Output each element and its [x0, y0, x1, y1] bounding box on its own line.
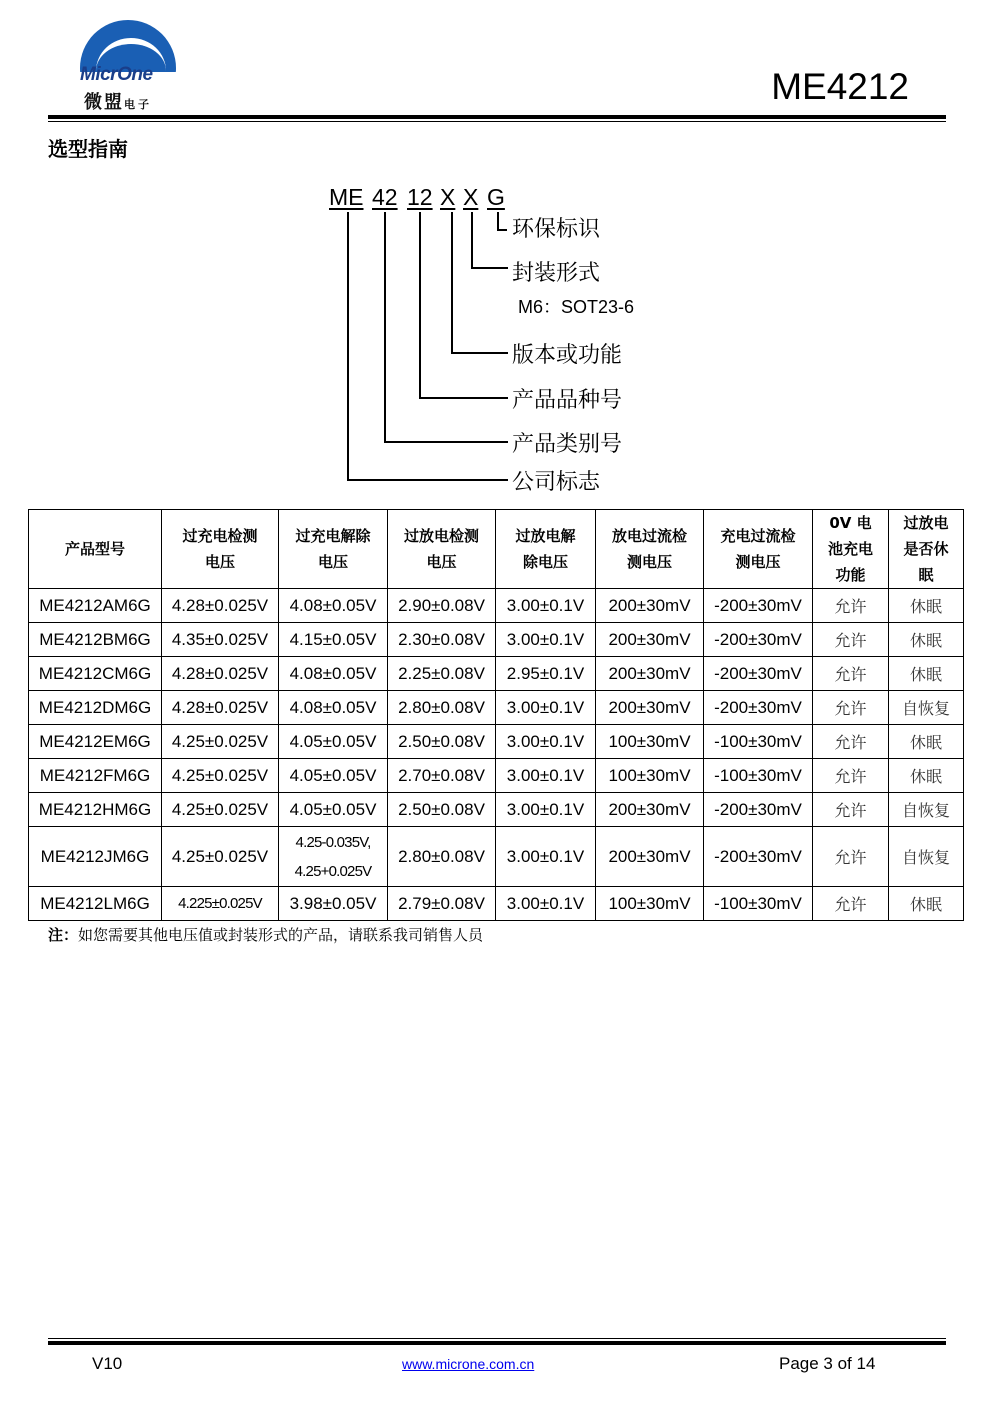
- footer-rule: [48, 1341, 946, 1345]
- label-variant: 产品品种号: [512, 388, 623, 413]
- table-cell: 4.08±0.05V: [279, 691, 388, 725]
- table-row: [29, 589, 964, 623]
- table-cell: 3.00±0.1V: [496, 887, 596, 921]
- part-number-diagram: [300, 180, 720, 500]
- footnote: 注：如您需要其他电压值或封装形式的产品，请联系我司销售人员: [48, 926, 484, 944]
- table-header-row: [29, 510, 964, 589]
- table-cell: 休眠: [889, 589, 964, 623]
- selection-table: [28, 509, 964, 921]
- table-cell: 2.70±0.08V: [388, 759, 496, 793]
- table-cell: -200±30mV: [704, 793, 813, 827]
- table-cell: 4.08±0.05V: [279, 657, 388, 691]
- table-cell: -200±30mV: [704, 691, 813, 725]
- table-cell: 4.225±0.025V: [162, 887, 279, 921]
- table-row: [29, 657, 964, 691]
- table-row: [29, 691, 964, 725]
- table-cell: 允许: [813, 657, 889, 691]
- table-cell: 自恢复: [889, 827, 964, 887]
- connector-line: [347, 479, 508, 481]
- table-cell: 3.00±0.1V: [496, 793, 596, 827]
- code-part-green: G: [487, 184, 505, 210]
- code-part-version: X: [440, 184, 456, 210]
- table-cell: 4.25±0.025V: [162, 793, 279, 827]
- table-cell: 自恢复: [889, 793, 964, 827]
- table-cell: 4.25-0.035V, 4.25+0.025V: [279, 827, 388, 887]
- table-cell: 4.05±0.05V: [279, 793, 388, 827]
- logo-text-cn: 微盟电子: [84, 92, 152, 112]
- code-part-company: ME: [329, 184, 364, 210]
- table-cell: 100±30mV: [596, 725, 704, 759]
- table-cell: 100±30mV: [596, 887, 704, 921]
- table-cell: ME4212LM6G: [29, 887, 162, 921]
- table-cell: 允许: [813, 623, 889, 657]
- table-cell: ME4212AM6G: [29, 589, 162, 623]
- table-cell: -200±30mV: [704, 657, 813, 691]
- table-cell: 4.25±0.025V: [162, 759, 279, 793]
- table-cell: 3.00±0.1V: [496, 827, 596, 887]
- section-title: 选型指南: [48, 137, 128, 161]
- company-logo: [78, 20, 188, 110]
- table-cell: 2.50±0.08V: [388, 725, 496, 759]
- table-cell: 2.30±0.08V: [388, 623, 496, 657]
- table-cell: ME4212JM6G: [29, 827, 162, 887]
- code-part-variant: 12: [407, 184, 433, 210]
- table-cell: 4.25±0.025V: [162, 725, 279, 759]
- column-header: 0V 电 池充电 功能: [813, 510, 889, 589]
- table-cell: -100±30mV: [704, 725, 813, 759]
- column-header: 过充电检测 电压: [162, 510, 279, 589]
- connector-line: [471, 212, 473, 268]
- table-cell: ME4212BM6G: [29, 623, 162, 657]
- table-row: [29, 759, 964, 793]
- table-cell: 4.28±0.025V: [162, 691, 279, 725]
- column-header: 过放电 是否休 眠: [889, 510, 964, 589]
- table-cell: 2.50±0.08V: [388, 793, 496, 827]
- table-cell: 200±30mV: [596, 657, 704, 691]
- label-green: 环保标识: [512, 217, 601, 242]
- table-cell: 200±30mV: [596, 589, 704, 623]
- table-cell: 4.05±0.05V: [279, 759, 388, 793]
- table-cell: -200±30mV: [704, 623, 813, 657]
- table-cell: 允许: [813, 887, 889, 921]
- version: V10: [92, 1354, 123, 1373]
- table-row: [29, 725, 964, 759]
- header-rule-thin: [48, 121, 946, 122]
- table-cell: ME4212FM6G: [29, 759, 162, 793]
- table-cell: 200±30mV: [596, 623, 704, 657]
- table-cell: 休眠: [889, 759, 964, 793]
- table-cell: 自恢复: [889, 691, 964, 725]
- connector-line: [471, 267, 508, 269]
- column-header: 过充电解除 电压: [279, 510, 388, 589]
- table-cell: 3.98±0.05V: [279, 887, 388, 921]
- table-cell: 100±30mV: [596, 759, 704, 793]
- table-cell: ME4212HM6G: [29, 793, 162, 827]
- table-cell: ME4212DM6G: [29, 691, 162, 725]
- connector-line: [419, 212, 421, 398]
- connector-line: [419, 397, 508, 399]
- table-cell: 2.95±0.1V: [496, 657, 596, 691]
- connector-line: [497, 229, 507, 231]
- column-header: 放电过流检 测电压: [596, 510, 704, 589]
- table-cell: ME4212CM6G: [29, 657, 162, 691]
- connector-line: [347, 212, 349, 480]
- table-cell: 2.90±0.08V: [388, 589, 496, 623]
- table-cell: 休眠: [889, 623, 964, 657]
- footer-rule-thin: [48, 1338, 946, 1339]
- model-number: ME4212: [771, 66, 909, 107]
- table-cell: 休眠: [889, 887, 964, 921]
- table-row: [29, 623, 964, 657]
- table-cell: 2.80±0.08V: [388, 827, 496, 887]
- column-header: 产品型号: [29, 510, 162, 589]
- table-cell: 休眠: [889, 657, 964, 691]
- table-row: [29, 827, 964, 887]
- table-cell: -100±30mV: [704, 887, 813, 921]
- label-version: 版本或功能: [512, 343, 623, 368]
- table-cell: 2.25±0.08V: [388, 657, 496, 691]
- connector-line: [451, 352, 508, 354]
- connector-line: [497, 212, 499, 230]
- table-cell: 休眠: [889, 725, 964, 759]
- column-header: 充电过流检 测电压: [704, 510, 813, 589]
- package-note: M6：SOT23-6: [518, 297, 635, 317]
- label-company: 公司标志: [512, 470, 601, 495]
- connector-line: [451, 212, 453, 353]
- table-cell: 3.00±0.1V: [496, 589, 596, 623]
- code-part-category: 42: [372, 184, 398, 210]
- label-package: 封装形式: [512, 261, 601, 286]
- table-row: [29, 887, 964, 921]
- logo-text-en: MicrOne: [80, 64, 153, 85]
- connector-line: [384, 441, 508, 443]
- table-cell: 200±30mV: [596, 691, 704, 725]
- table-cell: 允许: [813, 589, 889, 623]
- page-number: Page 3 of 14: [779, 1354, 876, 1373]
- table-cell: 200±30mV: [596, 793, 704, 827]
- table-cell: 3.00±0.1V: [496, 759, 596, 793]
- table-row: [29, 793, 964, 827]
- table-cell: 2.79±0.08V: [388, 887, 496, 921]
- table-cell: 4.28±0.025V: [162, 589, 279, 623]
- label-category: 产品类别号: [512, 432, 623, 457]
- table-cell: 3.00±0.1V: [496, 691, 596, 725]
- table-cell: 允许: [813, 725, 889, 759]
- table-cell: 3.00±0.1V: [496, 623, 596, 657]
- website-link[interactable]: www.microne.com.cn: [402, 1356, 535, 1372]
- column-header: 过放电检测 电压: [388, 510, 496, 589]
- header-rule: [48, 115, 946, 119]
- table-cell: 允许: [813, 759, 889, 793]
- code-part-package: X: [463, 184, 479, 210]
- table-cell: 允许: [813, 827, 889, 887]
- table-cell: ME4212EM6G: [29, 725, 162, 759]
- connector-line: [384, 212, 386, 442]
- table-cell: 4.08±0.05V: [279, 589, 388, 623]
- table-cell: -200±30mV: [704, 827, 813, 887]
- table-cell: 4.35±0.025V: [162, 623, 279, 657]
- table-cell: 2.80±0.08V: [388, 691, 496, 725]
- table-cell: 4.25±0.025V: [162, 827, 279, 887]
- table-cell: 3.00±0.1V: [496, 725, 596, 759]
- table-cell: -100±30mV: [704, 759, 813, 793]
- table-cell: 允许: [813, 691, 889, 725]
- table-cell: 4.15±0.05V: [279, 623, 388, 657]
- table-cell: 200±30mV: [596, 827, 704, 887]
- table-cell: 4.05±0.05V: [279, 725, 388, 759]
- column-header: 过放电解 除电压: [496, 510, 596, 589]
- table-cell: 4.28±0.025V: [162, 657, 279, 691]
- table-cell: 允许: [813, 793, 889, 827]
- table-cell: -200±30mV: [704, 589, 813, 623]
